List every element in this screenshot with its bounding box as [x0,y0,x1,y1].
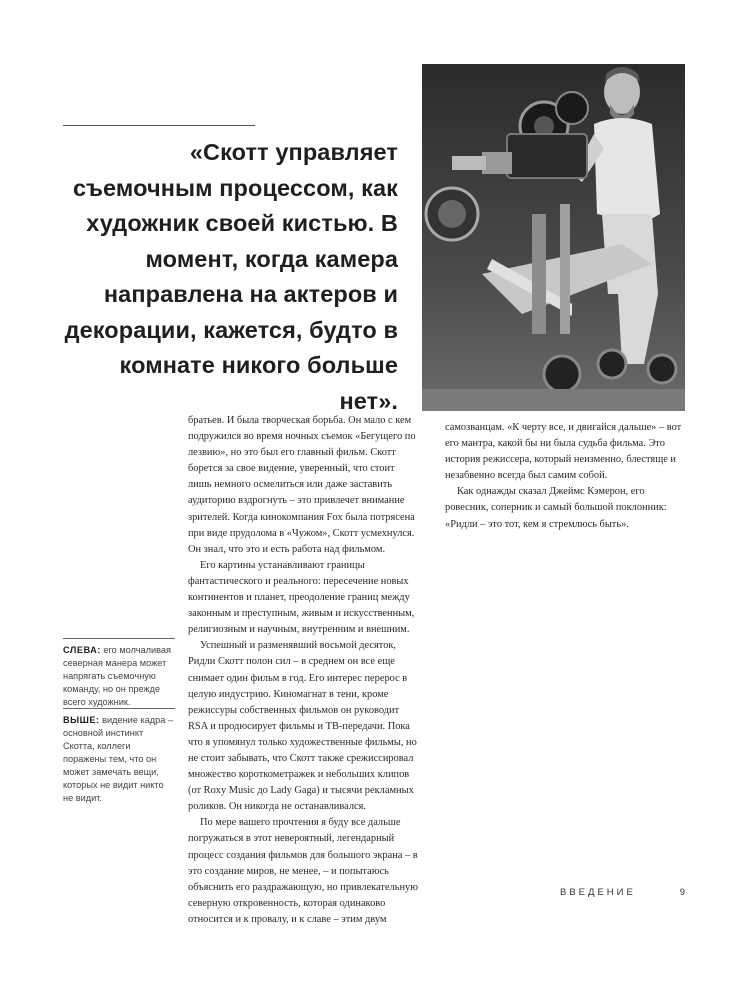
caption-above [63,708,175,805]
caption-text: видение кадра – основной инстинкт Скотта, коллеги поражены тем, что он может замечать вещи, которых не видит никто не видит. [63,715,174,803]
photo-illustration [422,64,685,411]
director-photo [422,64,685,411]
section-name: ВВЕДЕНИЕ [560,887,636,898]
column1-paragraph: братьев. И была творческая борьба. Он мало с кем подружился во время ночных съемок «Бегущего по лезвию», но это был его главный фильм. Скотт борется за свое видение, уверенный, что стоит лишь немного осмелиться или даже заставить аудиторию вздрогнуть – это привлечет внимание зрителей. Когда кинокомпания Fox была потрясена при виде прудолома в «Чужом», Скотт усмехнулся. Он знал, что это и есть работа над фильмом. [188,415,416,555]
caption-label: ВЫШЕ: [63,715,100,725]
caption-text: его молчаливая северная манера может напрягать съемочную команду, но он прежде всего художник. [63,645,171,707]
column1-paragraph: По мере вашего прочтения я буду все дальше погружаться в этот невероятный, легендарный процесс создания фильмов для большого экрана – в это создание миров, не менее, – и попытаюсь объяснить его раздражающую, но привлекательную северную откровенность, которая одинаково относится и к провалу, и к славе – этим двум [188,817,418,925]
column2-paragraph: самозванцам. «К черту все, и двигайся дальше» – вот его мантра, какой бы ни была судьба фильма. Это история режиссера, который неизменно, блестяще и незабвенно всегда был самим собой. [445,422,682,482]
column1-paragraph: Его картины устанавливают границы фантастического и реального: пересечение новых континентов и планет, преодоление границ между законным и преступным, живым и искусственным, религиозным и научным, внутренним и внешним. [188,559,415,636]
caption-left [63,638,175,709]
column1-paragraph: Успешный и разменявший восьмой десяток, Ридли Скотт полон сил – в среднем он все еще снимает один фильм в год. Его интерес перерос в целую индустрию. Киномагнат в тени, кроме режиссуры собственных фильмов он руководит RSA и продюсирует фильмы и ТВ-передачи. Пока что я упомянул только художественные фильмы, но не стоит забывать, что Скотт также срежиссировал множество короткометражек и небольших клипов (от Roxy Music до Lady Gaga) и тысячи рекламных роликов. Он никогда не останавливался. [188,640,417,813]
body-column-1 [188,413,420,928]
column2-paragraph: Как однажды сказал Джеймс Кэмерон, его ровесник, соперник и самый большой поклонник: «Ридли – это тот, кем я стремлюсь быть». [445,486,667,530]
page-footer [560,887,685,898]
quote-rule [63,125,255,126]
caption-label: СЛЕВА: [63,645,101,655]
page-number: 9 [679,887,685,898]
pull-quote: «Скотт управляет съемочным процессом, как художник своей кистью. В момент, когда камера направлена на актеров и декорации, кажется, будто в комнате никого больше нет». [64,139,398,414]
body-column-2 [445,420,685,533]
